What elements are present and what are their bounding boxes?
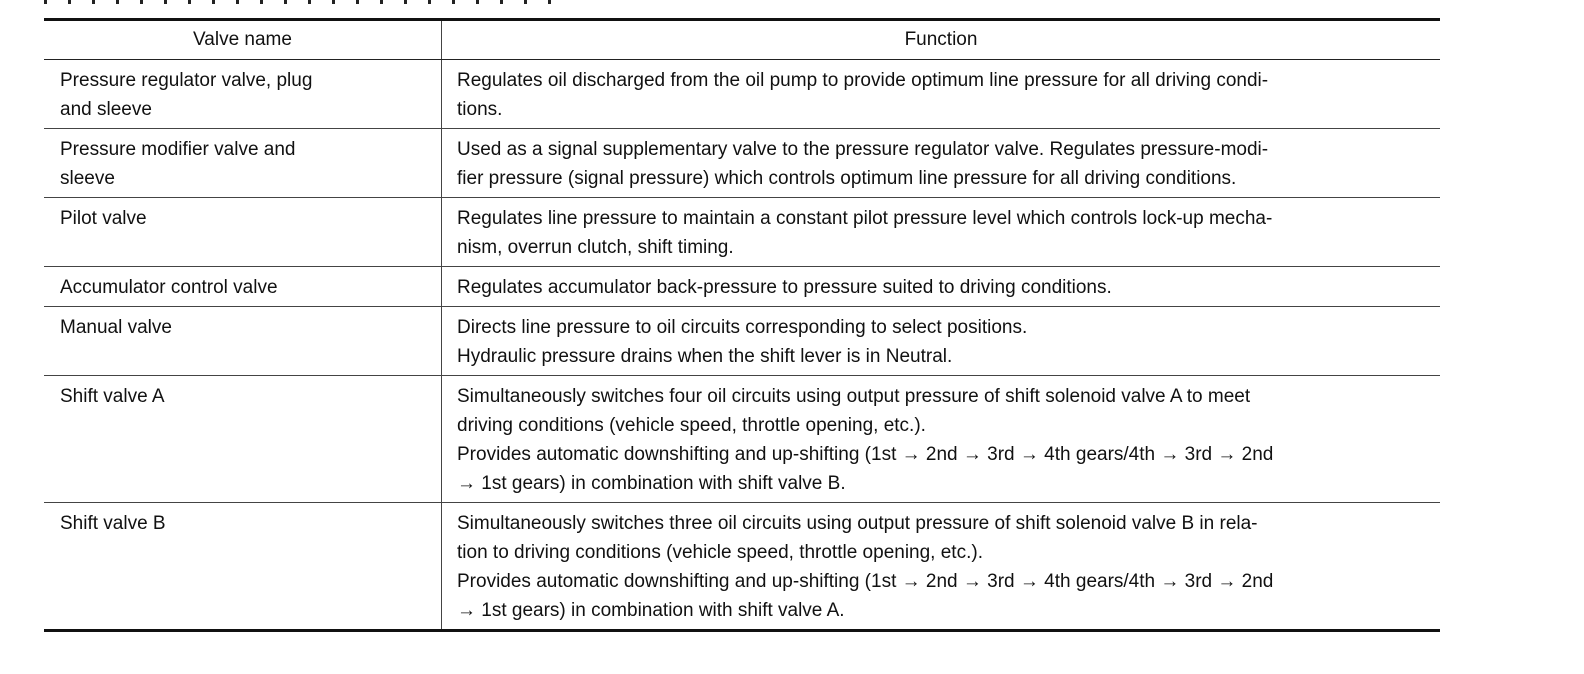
function-line: Provides automatic downshifting and up-shifting (1st → 2nd → 3rd → 4th gears/4th → 3rd → 2nd <box>457 444 1274 465</box>
function-line: Simultaneously switches four oil circuits using output pressure of shift solenoid valve A to meet <box>457 386 1251 407</box>
function-cell <box>442 198 1441 267</box>
table-row <box>44 307 1440 376</box>
top-dashed-rule <box>44 0 564 4</box>
function-line: Provides automatic downshifting and up-shifting (1st → 2nd → 3rd → 4th gears/4th → 3rd → 2nd <box>457 571 1274 592</box>
table-body <box>44 60 1440 631</box>
function-line: → 1st gears) in combination with shift valve B. <box>457 473 846 494</box>
function-line: Simultaneously switches three oil circuits using output pressure of shift solenoid valve B in rela- <box>457 513 1258 534</box>
valve-name-line: Manual valve <box>60 317 172 338</box>
valve-name-line: sleeve <box>60 168 115 189</box>
function-cell <box>442 60 1441 129</box>
function-line: Hydraulic pressure drains when the shift lever is in Neutral. <box>457 346 953 367</box>
valve-name-line: Pressure modifier valve and <box>60 139 296 160</box>
function-cell <box>442 267 1441 307</box>
valve-name-cell <box>44 129 442 198</box>
valve-name-cell <box>44 376 442 503</box>
valve-name-line: and sleeve <box>60 99 152 120</box>
function-line: tions. <box>457 99 503 120</box>
function-line: Regulates oil discharged from the oil pump to provide optimum line pressure for all driving condi- <box>457 70 1269 91</box>
valve-name-line: Pilot valve <box>60 208 147 229</box>
table-row <box>44 198 1440 267</box>
function-line: Regulates line pressure to maintain a constant pilot pressure level which controls lock-up mecha- <box>457 208 1273 229</box>
valve-name-line: Shift valve B <box>60 513 166 534</box>
function-line: Regulates accumulator back-pressure to pressure suited to driving conditions. <box>457 277 1112 298</box>
function-cell <box>442 376 1441 503</box>
table-row <box>44 267 1440 307</box>
valve-name-cell <box>44 307 442 376</box>
table-header-row <box>44 20 1440 60</box>
function-line: fier pressure (signal pressure) which controls optimum line pressure for all driving conditions. <box>457 168 1237 189</box>
function-line: nism, overrun clutch, shift timing. <box>457 237 734 258</box>
function-line: tion to driving conditions (vehicle speed, throttle opening, etc.). <box>457 542 983 563</box>
valve-name-line: Shift valve A <box>60 386 165 407</box>
table-row <box>44 376 1440 503</box>
valve-name-cell <box>44 60 442 129</box>
table-row <box>44 60 1440 129</box>
table-row <box>44 503 1440 631</box>
function-line: Used as a signal supplementary valve to the pressure regulator valve. Regulates pressure-modi- <box>457 139 1269 160</box>
column-header-valve-name: Valve name <box>44 20 442 60</box>
table-row <box>44 129 1440 198</box>
valve-name-cell <box>44 198 442 267</box>
function-line: driving conditions (vehicle speed, throttle opening, etc.). <box>457 415 926 436</box>
valve-name-line: Accumulator control valve <box>60 277 278 298</box>
function-line: Directs line pressure to oil circuits corresponding to select positions. <box>457 317 1028 338</box>
valve-function-table <box>44 18 1440 632</box>
column-header-function: Function <box>442 20 1441 60</box>
function-line: → 1st gears) in combination with shift valve A. <box>457 600 845 621</box>
function-cell <box>442 307 1441 376</box>
valve-name-cell <box>44 503 442 631</box>
function-cell <box>442 503 1441 631</box>
valve-name-line: Pressure regulator valve, plug <box>60 70 313 91</box>
function-cell <box>442 129 1441 198</box>
valve-name-cell <box>44 267 442 307</box>
